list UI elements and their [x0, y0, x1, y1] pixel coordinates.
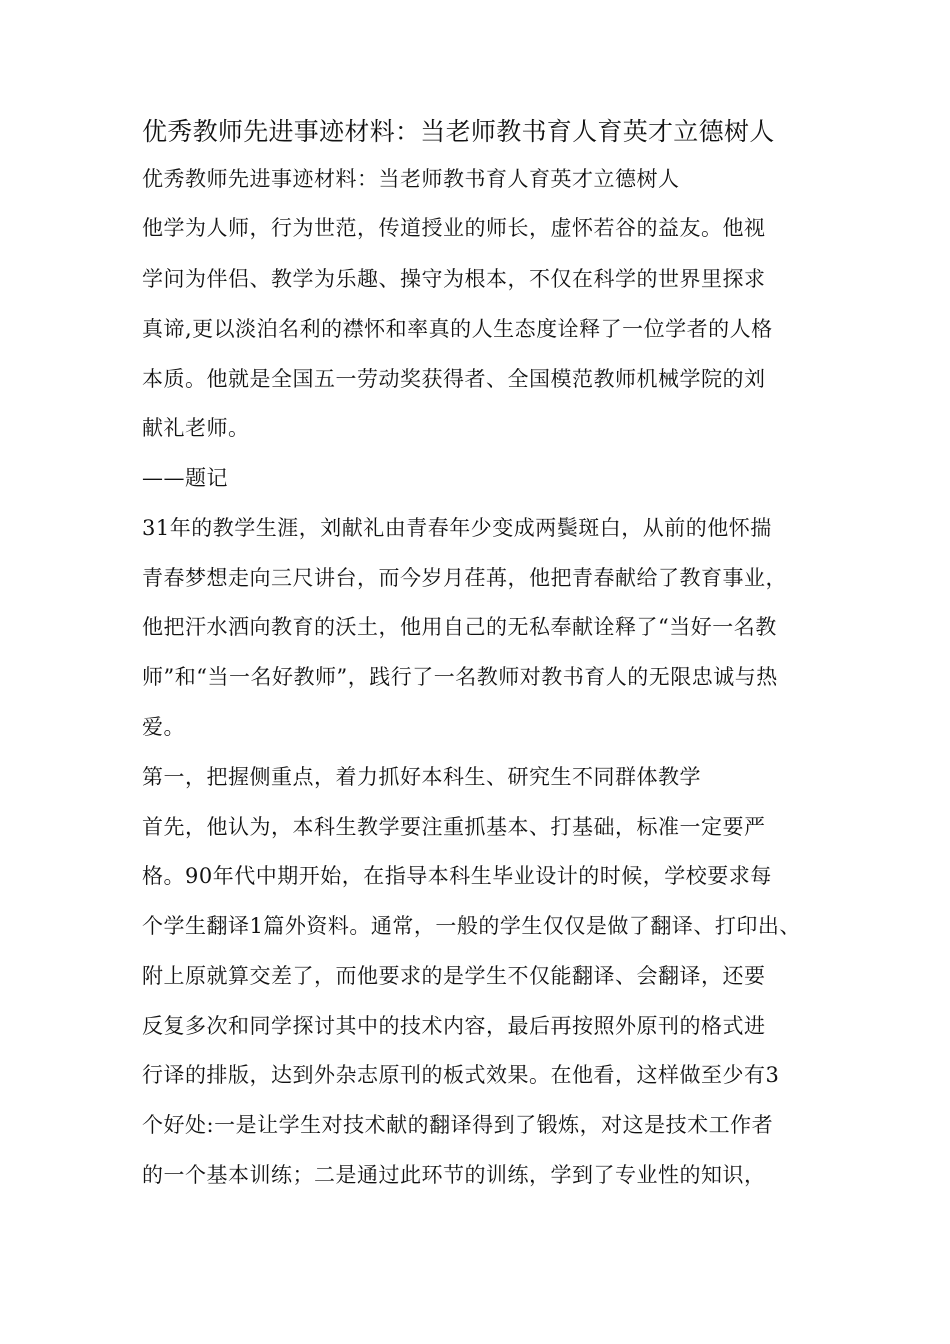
paragraph-line: 的一个基本训练；二是通过此环节的训练，学到了专业性的知识， [142, 1163, 766, 1187]
paragraph-line: 他学为人师，行为世范，传道授业的师长，虚怀若谷的益友。他视 [142, 216, 766, 240]
paragraph-line: 附上原就算交差了，而他要求的是学生不仅能翻译、会翻译，还要 [142, 964, 766, 988]
paragraph-line: 师”和“当一名好教师”，践行了一名教师对教书育人的无限忠诚与热 [142, 665, 778, 689]
paragraph-line: 本质。他就是全国五一劳动奖获得者、全国模范教师机械学院的刘 [142, 367, 766, 391]
paragraph-line: 首先，他认为，本科生教学要注重抓基本、打基础，标准一定要严 [142, 815, 766, 839]
document-title: 优秀教师先进事迹材料：当老师教书育人育英才立德树人 [142, 117, 775, 146]
paragraph-line: 第一，把握侧重点，着力抓好本科生、研究生不同群体教学 [142, 765, 701, 789]
paragraph-line: 反复多次和同学探讨其中的技术内容，最后再按照外原刊的格式进 [142, 1014, 766, 1038]
paragraph-line: 格。90年代中期开始，在指导本科生毕业设计的时候，学校要求每 [142, 864, 772, 888]
document-subtitle: 优秀教师先进事迹材料：当老师教书育人育英才立德树人 [142, 167, 680, 191]
paragraph-line: 个好处:一是让学生对技术献的翻译得到了锻炼，对这是技术工作者 [142, 1113, 774, 1137]
paragraph-line: 学问为伴侣、教学为乐趣、操守为根本，不仅在科学的世界里探求 [142, 267, 766, 291]
paragraph-line: 行译的排版，达到外杂志原刊的板式效果。在他看，这样做至少有3 [142, 1063, 780, 1087]
paragraph-line: 献礼老师。 [142, 416, 250, 440]
paragraph-line: 31年的教学生涯，刘献礼由青春年少变成两鬓斑白，从前的他怀揣 [142, 516, 772, 540]
paragraph-line: 爱。 [142, 715, 185, 739]
paragraph-line: 真谛,更以淡泊名利的襟怀和率真的人生态度诠释了一位学者的人格 [142, 317, 773, 341]
paragraph-line: ——题记 [142, 466, 228, 490]
paragraph-line: 他把汗水洒向教育的沃土，他用自己的无私奉献诠释了“当好一名教 [142, 615, 777, 639]
paragraph-line: 个学生翻译1篇外资料。通常，一般的学生仅仅是做了翻译、打印出、 [142, 914, 801, 938]
paragraph-line: 青春梦想走向三尺讲台，而今岁月荏苒，他把青春献给了教育事业， [142, 566, 787, 590]
